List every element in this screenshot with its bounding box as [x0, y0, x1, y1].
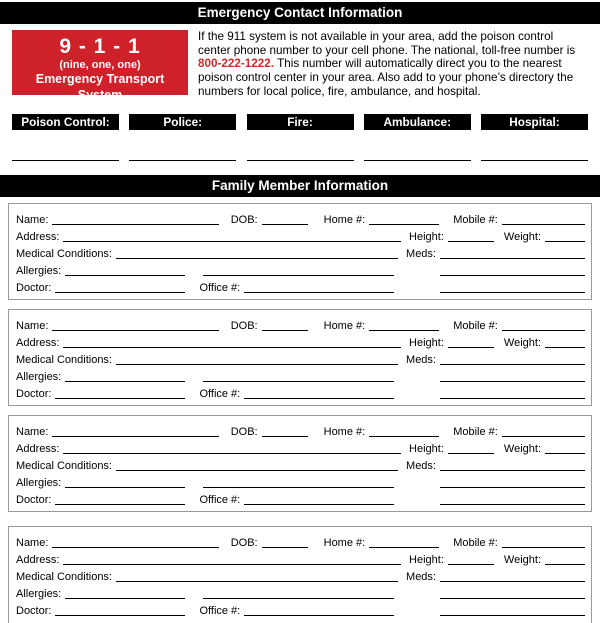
family-header-bar: [0, 175, 600, 197]
office-phone-label: Office #:: [199, 604, 241, 617]
info-text-before: If the 911 system is not available in your area, add the poison control center phone number to your cell phone. The national, toll-free number is: [198, 30, 576, 57]
medical-conditions-field-line: [116, 581, 398, 582]
mobile-phone-label: Mobile #:: [453, 536, 498, 549]
medical-conditions-field-line: [116, 470, 398, 471]
member-row-medical: [16, 456, 585, 473]
allergies-label: Allergies:: [16, 264, 62, 277]
allergies-field-line: [65, 598, 185, 599]
allergies-field-line: [65, 487, 185, 488]
service-label-poison-control: Poison Control:: [12, 114, 119, 130]
doctor-field-line: [55, 292, 185, 293]
weight-field-line: [545, 347, 585, 348]
allergies-continuation-line: [203, 487, 394, 488]
allergies-continuation-line: [203, 381, 394, 382]
911-number: 9 - 1 - 1: [59, 35, 141, 58]
weight-label: Weight:: [503, 336, 541, 349]
dob-field-line: [262, 547, 308, 548]
mobile-phone-field-line: [502, 330, 585, 331]
member-row-address: [16, 439, 585, 456]
member-row-address: [16, 333, 585, 350]
address-label: Address:: [16, 553, 60, 566]
height-label: Height:: [409, 442, 444, 455]
meds-continuation-line-2: [440, 504, 585, 505]
mobile-phone-field-line: [502, 547, 585, 548]
medical-conditions-field-line: [116, 258, 398, 259]
allergies-continuation-line: [203, 598, 394, 599]
medical-conditions-field-line: [116, 364, 398, 365]
weight-field-line: [545, 453, 585, 454]
office-phone-field-line: [244, 615, 394, 616]
meds-label: Meds:: [406, 459, 436, 472]
info-text-after: This number will automatically direct you to the nearest poison control center in your area. Also add to your phone’s directory the numbers for local police, fire, ambulance, and hospital.: [198, 57, 574, 98]
meds-continuation-line-2: [440, 292, 585, 293]
mobile-phone-label: Mobile #:: [453, 319, 498, 332]
meds-continuation-line-2: [440, 615, 585, 616]
height-label: Height:: [409, 553, 444, 566]
name-field-line: [52, 330, 218, 331]
dob-label: DOB:: [230, 213, 258, 226]
service-label-fire: Fire:: [247, 114, 354, 130]
service-label-hospital: Hospital:: [481, 114, 588, 130]
poison-control-phone-number: 800-222-1222.: [198, 57, 275, 71]
911-panel: [12, 30, 188, 102]
office-phone-label: Office #:: [199, 493, 241, 506]
member-row-allergies: [16, 584, 585, 601]
meds-label: Meds:: [406, 247, 436, 260]
family-member-box-3: [8, 415, 592, 512]
member-row-medical: [16, 350, 585, 367]
height-label: Height:: [409, 336, 444, 349]
height-field-line: [448, 453, 494, 454]
member-row-medical: [16, 244, 585, 261]
address-label: Address:: [16, 230, 60, 243]
allergies-field-line: [65, 275, 185, 276]
member-row-name: [16, 422, 585, 439]
home-phone-field-line: [369, 224, 439, 225]
member-row-name: [16, 533, 585, 550]
service-blank-line-fire: [247, 160, 354, 161]
medical-conditions-label: Medical Conditions:: [16, 570, 112, 583]
dob-label: DOB:: [230, 536, 258, 549]
doctor-label: Doctor:: [16, 281, 52, 294]
height-field-line: [448, 241, 494, 242]
address-label: Address:: [16, 336, 60, 349]
allergies-continuation-line: [203, 275, 394, 276]
allergies-field-line: [65, 381, 185, 382]
address-field-line: [63, 564, 401, 565]
service-blank-line-police: [129, 160, 236, 161]
service-labels-row: [12, 114, 588, 130]
doctor-field-line: [55, 615, 185, 616]
poison-control-paragraph: [198, 30, 588, 99]
dob-label: DOB:: [230, 425, 258, 438]
page-title: Emergency Contact Information: [197, 5, 403, 20]
height-field-line: [448, 564, 494, 565]
member-row-allergies: [16, 367, 585, 384]
dob-label: DOB:: [230, 319, 258, 332]
service-blank-line-poison-control: [12, 160, 119, 161]
dob-field-line: [262, 330, 308, 331]
address-field-line: [63, 453, 401, 454]
meds-continuation-line-1: [440, 487, 585, 488]
doctor-field-line: [55, 504, 185, 505]
home-phone-label: Home #:: [323, 536, 366, 549]
home-phone-field-line: [369, 436, 439, 437]
medical-conditions-label: Medical Conditions:: [16, 353, 112, 366]
service-label-ambulance: Ambulance:: [364, 114, 471, 130]
office-phone-label: Office #:: [199, 387, 241, 400]
family-section-title: Family Member Information: [211, 177, 389, 193]
family-members-list: [8, 203, 592, 623]
home-phone-label: Home #:: [323, 425, 366, 438]
name-field-line: [52, 224, 218, 225]
weight-label: Weight:: [503, 230, 541, 243]
office-phone-field-line: [244, 504, 394, 505]
medical-conditions-label: Medical Conditions:: [16, 459, 112, 472]
member-row-address: [16, 550, 585, 567]
meds-continuation-line-1: [440, 381, 585, 382]
name-field-line: [52, 436, 218, 437]
member-row-allergies: [16, 261, 585, 278]
emergency-info-section: [12, 30, 588, 102]
family-member-box-4: [8, 526, 592, 623]
meds-field-line: [440, 470, 585, 471]
family-member-box-1: [8, 203, 592, 300]
member-row-name: [16, 210, 585, 227]
address-field-line: [63, 241, 401, 242]
name-label: Name:: [16, 319, 49, 332]
meds-continuation-line-2: [440, 398, 585, 399]
address-field-line: [63, 347, 401, 348]
office-phone-field-line: [244, 292, 394, 293]
mobile-phone-label: Mobile #:: [453, 425, 498, 438]
member-row-address: [16, 227, 585, 244]
meds-field-line: [440, 364, 585, 365]
service-blank-lines-row: [12, 160, 588, 161]
office-phone-label: Office #:: [199, 281, 241, 294]
home-phone-field-line: [369, 330, 439, 331]
service-label-police: Police:: [129, 114, 236, 130]
member-row-allergies: [16, 473, 585, 490]
911-caption: Emergency Transport System: [35, 72, 165, 102]
name-label: Name:: [16, 425, 49, 438]
meds-field-line: [440, 581, 585, 582]
dob-field-line: [262, 224, 308, 225]
member-row-medical: [16, 567, 585, 584]
meds-field-line: [440, 258, 585, 259]
mobile-phone-field-line: [502, 436, 585, 437]
doctor-label: Doctor:: [16, 493, 52, 506]
name-label: Name:: [16, 536, 49, 549]
name-label: Name:: [16, 213, 49, 226]
service-blank-line-hospital: [481, 160, 588, 161]
meds-continuation-line-1: [440, 275, 585, 276]
family-member-box-2: [8, 309, 592, 406]
doctor-label: Doctor:: [16, 387, 52, 400]
member-row-doctor: [16, 490, 585, 507]
member-row-doctor: [16, 384, 585, 401]
meds-continuation-line-1: [440, 598, 585, 599]
service-blank-line-ambulance: [364, 160, 471, 161]
weight-field-line: [545, 241, 585, 242]
medical-conditions-label: Medical Conditions:: [16, 247, 112, 260]
office-phone-field-line: [244, 398, 394, 399]
weight-field-line: [545, 564, 585, 565]
height-label: Height:: [409, 230, 444, 243]
member-row-doctor: [16, 278, 585, 295]
weight-label: Weight:: [503, 442, 541, 455]
dob-field-line: [262, 436, 308, 437]
allergies-label: Allergies:: [16, 587, 62, 600]
name-field-line: [52, 547, 218, 548]
weight-label: Weight:: [503, 553, 541, 566]
height-field-line: [448, 347, 494, 348]
meds-label: Meds:: [406, 570, 436, 583]
member-row-name: [16, 316, 585, 333]
allergies-label: Allergies:: [16, 370, 62, 383]
doctor-label: Doctor:: [16, 604, 52, 617]
mobile-phone-field-line: [502, 224, 585, 225]
home-phone-label: Home #:: [323, 213, 366, 226]
address-label: Address:: [16, 442, 60, 455]
mobile-phone-label: Mobile #:: [453, 213, 498, 226]
home-phone-field-line: [369, 547, 439, 548]
home-phone-label: Home #:: [323, 319, 366, 332]
911-number-words: (nine, one, one): [59, 59, 141, 71]
allergies-label: Allergies:: [16, 476, 62, 489]
doctor-field-line: [55, 398, 185, 399]
member-row-doctor: [16, 601, 585, 618]
emergency-header-bar: [0, 2, 600, 24]
meds-label: Meds:: [406, 353, 436, 366]
